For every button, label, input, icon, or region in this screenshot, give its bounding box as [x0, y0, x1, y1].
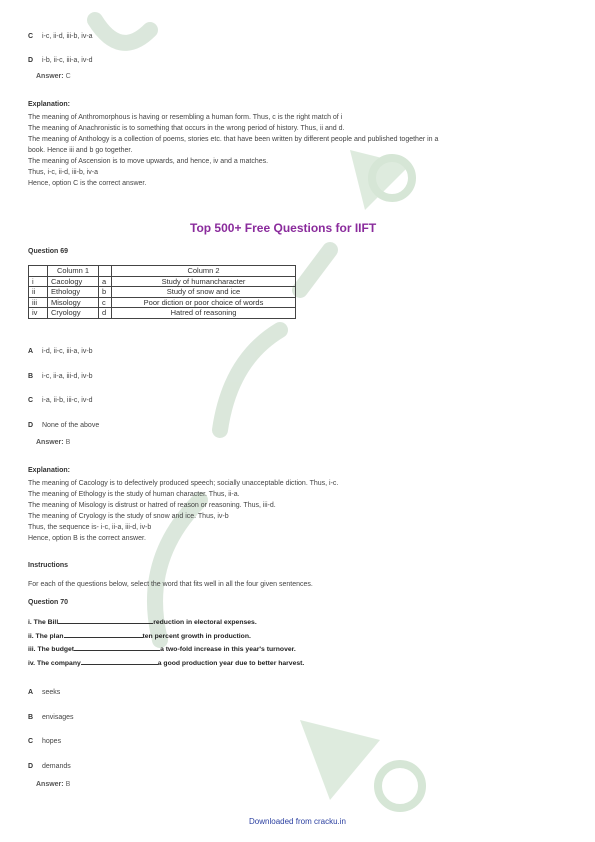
table-row [29, 308, 296, 319]
table-row [29, 297, 296, 308]
table-cell: i [29, 276, 48, 287]
explanation-line: Thus, i-c, ii-d, iii-b, iv-a [28, 169, 99, 176]
sentence-start: ii. The plan [28, 632, 64, 640]
table-cell: d [99, 308, 112, 319]
q70-option-b[interactable] [28, 714, 74, 721]
table-cell: Cryology [48, 308, 99, 319]
table-cell: b [99, 287, 112, 298]
option-letter: A [28, 348, 34, 355]
q69-option-a[interactable] [28, 348, 93, 355]
q69-option-b[interactable] [28, 373, 93, 380]
table-header: Column 2 [112, 266, 296, 277]
q70-answer [36, 781, 70, 788]
option-letter: D [28, 422, 34, 429]
explanation-line: The meaning of Ethology is the study of human character. Thus, ii-a. [28, 491, 240, 498]
blank-line [64, 630, 143, 638]
q69-explanation-body [28, 478, 338, 544]
sentence-end: a two-fold increase in this year's turnover. [160, 646, 296, 653]
option-text: i-a, ii-b, iii-c, iv-d [42, 397, 93, 404]
option-text: i-c, ii-d, iii-b, iv-a [42, 33, 93, 40]
sentence-start: i. The Bill [28, 619, 59, 626]
option-letter: A [28, 689, 34, 696]
q68-option-d[interactable] [28, 57, 93, 64]
option-text: i-c, ii-a, iii-d, iv-b [42, 373, 93, 380]
q70-title: Question 70 [28, 599, 69, 606]
table-cell [99, 266, 112, 277]
sentence-line [28, 630, 304, 644]
q69-option-d[interactable] [28, 422, 99, 429]
table-header-row [29, 266, 296, 277]
sentence-line [28, 657, 304, 671]
table-cell [29, 266, 48, 277]
answer-value: B [65, 781, 71, 788]
option-letter: D [28, 57, 34, 64]
answer-label: Answer: [36, 781, 64, 788]
table-cell: c [99, 297, 112, 308]
footer-link[interactable]: Downloaded from cracku.in [249, 817, 346, 826]
promo-link[interactable]: Top 500+ Free Questions for IIFT [190, 221, 377, 235]
answer-value: C [65, 73, 71, 80]
answer-label: Answer: [36, 439, 64, 446]
q68-answer [36, 73, 71, 80]
option-letter: B [28, 373, 34, 380]
instructions-title: Instructions [28, 562, 69, 569]
table-cell: a [99, 276, 112, 287]
table-cell: Ethology [48, 287, 99, 298]
q70-sentences [28, 616, 304, 670]
explanation-line: The meaning of Cryology is the study of snow and ice. Thus, iv-b [28, 513, 229, 520]
q69-title: Question 69 [28, 248, 69, 255]
q68-explanation-body [28, 112, 438, 189]
option-text: envisages [42, 714, 74, 721]
q70-option-d[interactable] [28, 763, 71, 770]
table-row [29, 276, 296, 287]
table-header: Column 1 [48, 266, 99, 277]
q69-explanation-title: Explanation: [28, 467, 71, 474]
table-cell: Study of humancharacter [112, 276, 296, 287]
table-cell: Cacology [48, 276, 99, 287]
option-text: seeks [42, 689, 61, 696]
explanation-line: The meaning of Anthromorphous is having or resembling a human form. Thus, c is the right match of i [28, 114, 343, 121]
answer-label: Answer: [36, 73, 64, 80]
sentence-start: iv. The company [28, 659, 81, 667]
explanation-line: The meaning of Anachronistic is to something that occurs in the wrong period of history. Thus, ii and d. [28, 125, 345, 132]
explanation-line: The meaning of Ascension is to move upwards, and hence, iv and a matches. [28, 158, 269, 165]
table-cell: ii [29, 287, 48, 298]
sentence-end: reduction in electoral expenses. [153, 619, 257, 626]
table-cell: iii [29, 297, 48, 308]
blank-line [74, 643, 160, 651]
answer-value: B [65, 439, 71, 446]
sentence-end: ten percent growth in production. [142, 632, 251, 640]
blank-line [81, 657, 158, 665]
q70-option-c[interactable] [28, 738, 61, 745]
instructions-text: For each of the questions below, select the word that fits well in all the four given sentences. [28, 581, 313, 588]
explanation-line: book. Hence iii and b go together. [28, 147, 133, 154]
option-letter: D [28, 763, 34, 770]
sentence-line [28, 616, 304, 630]
explanation-line: The meaning of Anthology is a collection of poems, stories etc. that have been written by different people and published together in a [28, 136, 439, 143]
table-row [29, 287, 296, 298]
q69-match-table [28, 265, 296, 319]
option-letter: B [28, 714, 34, 721]
explanation-line: Hence, option B is the correct answer. [28, 535, 146, 542]
option-text: demands [42, 763, 71, 770]
q68-option-c[interactable] [28, 33, 93, 40]
sentence-end: a good production year due to better harvest. [157, 659, 305, 667]
q69-option-c[interactable] [28, 397, 93, 404]
q70-option-a[interactable] [28, 689, 60, 696]
table-cell: iv [29, 308, 48, 319]
blank-line [58, 616, 153, 624]
explanation-line: Thus, the sequence is- i-c, ii-a, iii-d, iv-b [28, 524, 152, 531]
explanation-line: The meaning of Misology is distrust or hatred of reason or reasoning. Thus, iii-d. [28, 502, 276, 509]
q69-answer [36, 439, 70, 446]
explanation-line: The meaning of Cacology is to defectively produced speech; socially unacceptable diction. Thus, i-c. [28, 480, 339, 487]
sentence-start: iii. The budget [28, 646, 75, 653]
option-text: None of the above [42, 422, 100, 429]
q68-explanation-title: Explanation: [28, 101, 71, 108]
option-text: i-b, ii-c, iii-a, iv-d [42, 57, 93, 64]
table-cell: Misology [48, 297, 99, 308]
table-cell: Study of snow and ice [112, 287, 296, 298]
table-cell: Poor diction or poor choice of words [112, 297, 296, 308]
option-text: hopes [42, 738, 62, 745]
table-cell: Hatred of reasoning [112, 308, 296, 319]
sentence-line [28, 643, 304, 657]
option-text: i-d, ii-c, iii-a, iv-b [42, 348, 93, 355]
option-letter: C [28, 738, 34, 745]
option-letter: C [28, 397, 34, 404]
option-letter: C [28, 33, 34, 40]
explanation-line: Hence, option C is the correct answer. [28, 180, 147, 187]
